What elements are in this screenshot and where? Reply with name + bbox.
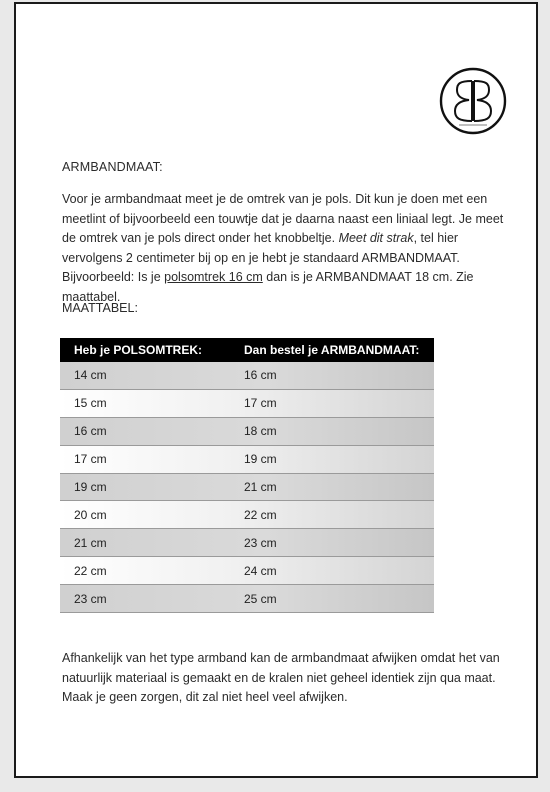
bracelet-size-cell: 17 cm: [244, 396, 277, 411]
wrist-size-cell: 17 cm: [74, 452, 107, 467]
table-row: [60, 390, 434, 418]
wrist-size-cell: 20 cm: [74, 507, 107, 522]
bracelet-size-cell: 25 cm: [244, 591, 277, 606]
wrist-size-cell: 22 cm: [74, 563, 107, 578]
table-row: [60, 362, 434, 390]
size-table: [60, 338, 434, 613]
wrist-size-cell: 14 cm: [74, 368, 107, 383]
bracelet-size-cell: 19 cm: [244, 452, 277, 467]
bracelet-size-cell: 22 cm: [244, 507, 277, 522]
bracelet-size-cell: 21 cm: [244, 480, 277, 494]
table-row: [60, 557, 434, 585]
header-bracelet-size: Dan bestel je ARMBANDMAAT:: [244, 343, 420, 357]
table-row: [60, 529, 434, 557]
table-title: MAATTABEL:: [62, 301, 138, 315]
intro-text-1: Voor je armbandmaat meet je de omtrek van je pols. Dit kun je doen met een meetlint of bijvoorbeeld een touwtje dat je daarna naast een liniaal legt. Je meet de omtrek van je pols direct onder het knobbeltje.: [62, 192, 504, 245]
intro-emphasis: Meet dit strak: [338, 231, 414, 245]
intro-text-3: dan is je ARMBANDMAAT 18 cm. Zie maattabel.: [62, 270, 474, 304]
table-row: [60, 501, 434, 529]
brand-logo-icon: [439, 67, 507, 135]
wrist-size-cell: 15 cm: [74, 396, 107, 411]
document-page: [14, 2, 538, 778]
wrist-size-cell: 21 cm: [74, 535, 107, 550]
brand-logo: [439, 67, 507, 135]
intro-paragraph: [62, 190, 514, 307]
wrist-size-cell: 19 cm: [74, 480, 107, 494]
bracelet-size-cell: 16 cm: [244, 368, 277, 383]
table-header-row: [60, 338, 434, 362]
intro-text-2: , tel hier vervolgens 2 centimeter bij op en je hebt je standaard ARMBANDMAAT. Bijvoorbeeld: Is je: [62, 231, 460, 284]
table-row: [60, 474, 434, 502]
section-heading: ARMBANDMAAT:: [62, 160, 163, 174]
wrist-size-cell: 16 cm: [74, 424, 107, 439]
table-row: [60, 585, 434, 613]
intro-underlined: polsomtrek 16 cm: [164, 270, 263, 284]
bracelet-size-cell: 24 cm: [244, 563, 277, 578]
bracelet-size-cell: 23 cm: [244, 535, 277, 550]
bracelet-size-cell: 18 cm: [244, 424, 277, 439]
footer-paragraph: Afhankelijk van het type armband kan de armbandmaat afwijken omdat het van natuurlijk materiaal is gemaakt en de kralen niet geheel identiek zijn qua maat. Maak je geen zorgen, dit zal niet heel veel afwijken.: [62, 651, 500, 704]
header-wrist-size: Heb je POLSOMTREK:: [74, 343, 203, 357]
table-row: [60, 418, 434, 446]
wrist-size-cell: 23 cm: [74, 591, 107, 606]
table-row: [60, 446, 434, 474]
